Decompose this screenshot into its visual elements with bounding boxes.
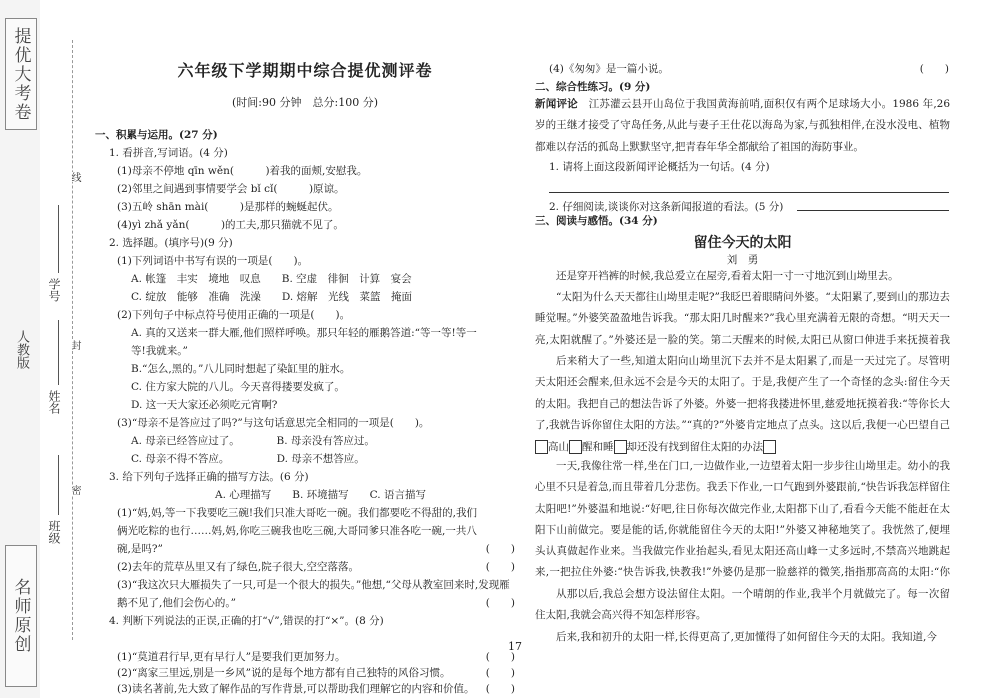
- name-label: 姓名: [47, 390, 61, 414]
- q4-2: [117, 666, 515, 680]
- q3-3-cont: [117, 596, 515, 610]
- q3-3-cont-text: 鹅不见了,他们会伤心的。”: [117, 597, 236, 609]
- question-1: 1. 看拼音,写词语。(4 分): [109, 147, 228, 159]
- section-1-heading: 一、积累与运用。(27 分): [95, 129, 218, 141]
- story-paragraph-5: 从那以后,我总会想方设法留住太阳。一个晴朗的作业,我半个月就做完了。每一次留住太阳,我就会高兴得不知怎样形容。: [535, 588, 950, 622]
- class-label: 班级: [47, 520, 61, 544]
- q1-item-2: (2)邻里之间遇到事情要学会 bǐ cǐ( )原谅。: [117, 183, 345, 195]
- answer-line[interactable]: [549, 192, 949, 193]
- brand-top-text: 提优大考卷: [10, 26, 31, 122]
- answer-bracket: ( ): [485, 597, 515, 609]
- q2-1-options-cd: C. 绽放 能够 准确 洗澡 D. 熔解 光线 菜篮 掩面: [131, 291, 413, 303]
- fill-box[interactable]: [614, 440, 627, 454]
- news-label: 新闻评论: [535, 98, 578, 110]
- q4-4: [549, 62, 949, 76]
- page-number: 17: [508, 640, 522, 653]
- q3-2: [117, 560, 515, 574]
- story-paragraph-3: 后来稍大了一些,知道太阳向山坳里沉下去并不是太阳累了,而是一天过完了。尽管明天太阳还会醒来,但永远不会是今天的太阳了。于是,我便产生了一个奇怪的念头:留住今天的太阳。我把自己的想法告诉了外婆。外婆一把将我搂进怀里,慈爱地抚摸着我:“等你长大了,我就告诉你留住太阳的方法。”“真的?”外婆肯定地点了点头。这以后,我便一心巴望自己: [535, 355, 950, 431]
- answer-bracket: ( ): [485, 561, 515, 573]
- q4-3: [117, 682, 515, 696]
- story-title: 留住今天的太阳: [693, 235, 792, 251]
- q2-3: (3)“母亲不是答应过了吗?”与这句话意思完全相同的一项是( )。: [117, 417, 430, 429]
- story-paragraph-2: “太阳为什么天天都往山坳里走呢?”我眨巴着眼睛问外婆。“太阳累了,要到山的那边去睡觉喔。”外婆笑盈盈地告诉我。“那太阳几时醒来?”我心里充满着无限的奇想。“明天天一亮,太阳就醒了。”外婆还是一脸的笑。第二天醒来的时候,太阳已从窗口伸进手来抚摸着我: [535, 291, 950, 346]
- brand-logo-bottom: [5, 545, 37, 687]
- q2-2-option-c: C. 住方家大院的八儿。今天喜得搂要发疯了。: [131, 381, 345, 393]
- story-paragraph-1: 还是穿开裆裤的时候,我总爱立在屋旁,看着太阳一寸一寸地沉到山坳里去。: [556, 270, 899, 282]
- story-paragraph-6: 后来,我和初升的太阳一样,长得更高了,更加懂得了如何留住今天的太阳。我知道,今: [556, 631, 937, 643]
- q2-1-options-ab: A. 帐篷 丰实 境地 叹息 B. 空虚 徘徊 计算 宴会: [131, 273, 412, 285]
- q4-2-text: (2)“离家三里远,别是一乡风”说的是每个地方都有自己独特的风俗习惯。: [117, 667, 451, 679]
- story-author: 刘 勇: [726, 254, 759, 266]
- question-3: 3. 给下列句子选择正确的描写方法。(6 分): [109, 471, 309, 483]
- sec2-question-1: 1. 请将上面这段新闻评论概括为一句话。(4 分): [549, 161, 770, 173]
- question-2: 2. 选择题。(填序号)(9 分): [109, 237, 233, 249]
- q3-3: (3)“我这次只大雁损失了一只,可是一个很大的损失。”他想,“父母从教室回来时,发现雁: [117, 579, 510, 591]
- class-blank: [58, 455, 59, 515]
- q2-2-option-a: A. 真的又送来一群大雁,他们照样呼唤。那只年轻的雁鹅答道:“等一等!等一: [131, 327, 477, 339]
- section-2-heading: 二、综合性练习。(9 分): [535, 81, 651, 93]
- fill-box[interactable]: [763, 440, 776, 454]
- answer-bracket: ( ): [485, 683, 515, 695]
- q3-method-options: A. 心理描写 B. 环境描写 C. 语言描写: [215, 489, 426, 501]
- news-text: 江苏灌云县开山岛位于我国黄海前哨,面积仅有两个足球场大小。1986 年,26 岁的王继才接受了守岛任务,从此与妻子王仕花以海岛为家,与孤独相伴,在没水没电、植物都难以存活的孤岛上默默坚守,把青春年华全都献给了祖国的海防事业。: [535, 98, 951, 153]
- q1-item-3: (3)五岭 shān mài( )是那样的蜿蜒起伏。: [117, 201, 339, 213]
- exam-subtitle: (时间:90 分钟 总分:100 分): [232, 96, 378, 109]
- seal-mark-3: 线: [69, 172, 80, 182]
- q1-item-4: (4)yì zhǎ yǎn( )的工夫,那只猫就不见了。: [117, 219, 344, 231]
- q3-1: (1)“妈,妈,等一下我要吃三碗!我们只准大哥吃一碗。我们都要吃不得甜的,我们: [117, 507, 477, 519]
- answer-line[interactable]: [797, 210, 949, 211]
- q3-2-text: (2)去年的荒草丛里又有了绿色,院子很大,空空落落。: [117, 561, 360, 573]
- name-blank: [58, 320, 59, 385]
- student-id-blank: [58, 205, 59, 273]
- q1-item-1: (1)母亲不停地 qīn wěn( )着我的面颊,安慰我。: [117, 165, 368, 177]
- q3-1-end: [117, 542, 515, 556]
- section-3-heading: 三、阅读与感悟。(34 分): [535, 215, 658, 227]
- q2-2-option-a-cont: 等!我就来。”: [131, 345, 188, 357]
- answer-bracket: ( ): [485, 651, 515, 663]
- answer-bracket: ( ): [485, 543, 515, 555]
- q4-3-text: (3)读名著前,先大致了解作品的写作背景,可以帮助我们理解它的内容和价值。: [117, 683, 475, 695]
- q2-2: (2)下列句子中标点符号使用正确的一项是( )。: [117, 309, 351, 321]
- brand-bottom-text: 名师原创: [10, 578, 31, 654]
- seal-mark-1: 密: [69, 485, 80, 495]
- q4-4-text: (4)《匆匆》是一篇小说。: [549, 63, 669, 75]
- q3-1-end-text: 碗,是吗?”: [117, 543, 163, 555]
- version-label: 人教版: [14, 330, 29, 369]
- q3-1-cont: 俩光吃粽的也行……妈,妈,你吃三碗我也吃三碗,大哥同爹只准各吃一碗,一共八: [117, 525, 477, 537]
- q2-2-option-d: D. 这一天大家还必须吃元宵啊?: [131, 399, 278, 411]
- fill-box[interactable]: [535, 440, 548, 454]
- fill-boxes-row: 高山 醒和睡 却还没有找到留住太阳的办法: [535, 440, 776, 454]
- fill-box[interactable]: [569, 440, 582, 454]
- q2-2-option-b: B.“怎么,黑的。”八儿同时想起了染缸里的脏水。: [131, 363, 351, 375]
- brand-logo-top: [5, 18, 37, 130]
- story-paragraph-4: 一天,我像往常一样,坐在门口,一边做作业,一边望着太阳一步步往山坳里走。幼小的我心里不只是着急,而且带着几分悲伤。我丢下作业,一口气跑到外婆跟前,“快告诉我怎样留住太阳吧!”外婆温和地说:“好吧,往日你每次做完作业,太阳都下山了,看看今天能不能赶在太阳下山前做完。要是能的话,你就能留住今天的太阳!”外婆又神秘地笑了。我恍然了,便埋头认真做起作业来。当我做完作业抬起头,看见太阳还高山峰一丈多远时,不禁高兴地跳起来,一把拉住外婆:“快告诉我,快教我!”外婆仍是那一脸慈祥的微笑,指指那高高的太阳:“你: [535, 460, 950, 579]
- question-4: 4. 判断下列说法的正误,正确的打“√”,错误的打“×”。(8 分): [109, 615, 384, 627]
- news-paragraph: [535, 94, 950, 158]
- student-id-label: 学号: [47, 278, 61, 302]
- exam-title: 六年级下学期期中综合提优测评卷: [177, 61, 433, 80]
- sec2-question-2: 2. 仔细阅读,谈谈你对这条新闻报道的看法。(5 分): [549, 201, 784, 213]
- answer-bracket: ( ): [485, 667, 515, 679]
- q2-1: (1)下列词语中书写有误的一项是( )。: [117, 255, 309, 267]
- seal-mark-2: 封: [69, 340, 80, 350]
- q4-1-text: (1)“莫道君行早,更有早行人”是要我们更加努力。: [117, 651, 346, 663]
- q2-3-options-ab: A. 母亲已经答应过了。 B. 母亲没有答应过。: [131, 435, 375, 447]
- q4-1: [117, 650, 515, 664]
- answer-bracket: ( ): [919, 63, 949, 75]
- q2-3-options-cd: C. 母亲不得不答应。 D. 母亲不想答应。: [131, 453, 365, 465]
